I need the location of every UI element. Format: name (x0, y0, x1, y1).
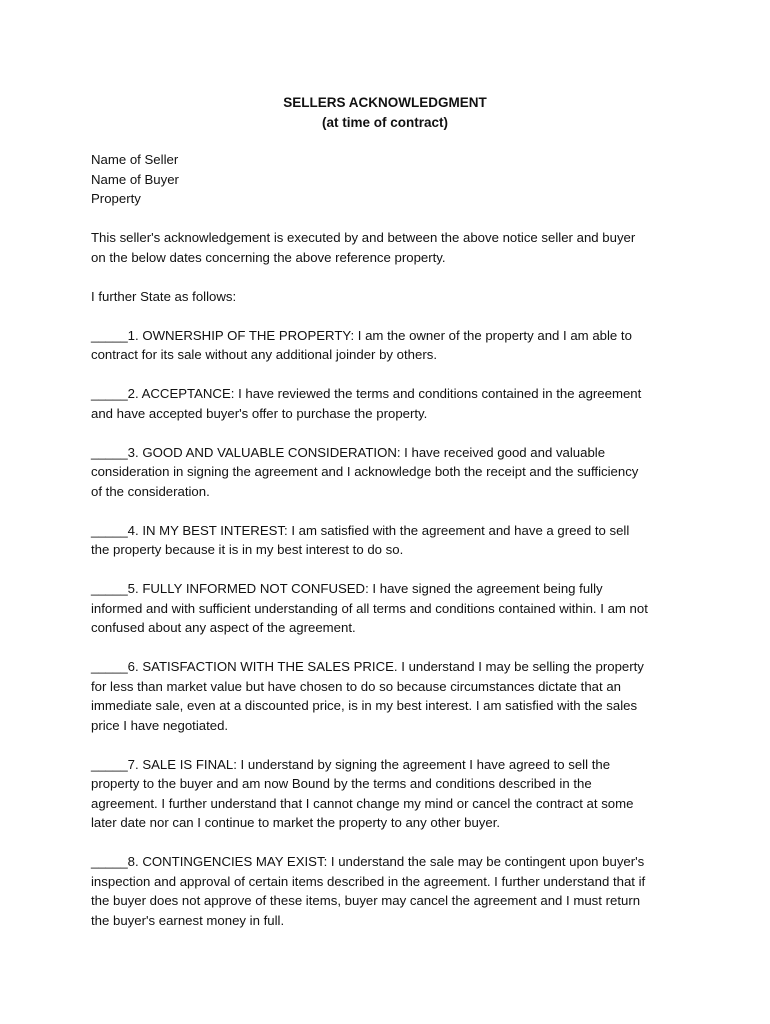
clause-line: the buyer does not approve of these items, buyer may cancel the agreement and I must return (91, 893, 641, 908)
clause-line: _____7. SALE IS FINAL: I understand by signing the agreement I have agreed to sell the (91, 756, 611, 772)
document-title: SELLERS ACKNOWLEDGMENT (283, 95, 487, 110)
clause-line: agreement. I further understand that I cannot change my mind or cancel the contract at some (91, 795, 634, 811)
clause-line: _____8. CONTINGENCIES MAY EXIST: I understand the sale may be contingent upon buyer's (91, 854, 645, 869)
clause-line: _____5. FULLY INFORMED NOT CONFUSED: I have signed the agreement being fully (91, 581, 603, 596)
clause-line: the buyer's earnest money in full. (91, 912, 285, 928)
clause-2 (91, 384, 691, 423)
clause-line: later date nor can I continue to market the property to any other buyer. (91, 815, 501, 830)
clause-5 (91, 579, 691, 638)
clause-line: immediate sale, even at a discounted price, is in my best interest. I am satisfied with the sales (91, 698, 638, 713)
document-subtitle: (at time of contract) (321, 114, 448, 130)
clause-1 (91, 326, 691, 365)
seller-name-label: Name of Seller (91, 152, 179, 167)
clause-4 (91, 521, 691, 560)
clause-line: consideration in signing the agreement and I acknowledge both the receipt and the sufficiency (91, 464, 639, 479)
clause-line: _____3. GOOD AND VALUABLE CONSIDERATION: I have received good and valuable (91, 444, 606, 460)
intro-paragraph (91, 228, 691, 267)
clause-line: the property because it is in my best interest to do so. (91, 542, 404, 557)
clause-line: and have accepted buyer's offer to purchase the property. (91, 405, 428, 421)
clause-6 (91, 657, 691, 735)
clause-line: _____4. IN MY BEST INTEREST: I am satisfied with the agreement and have a greed to sell (91, 522, 630, 538)
property-label: Property (91, 191, 141, 206)
clause-line: _____2. ACCEPTANCE: I have reviewed the terms and conditions contained in the agreement (91, 386, 642, 401)
clause-line: contract for its sale without any additional joinder by others. (91, 347, 437, 362)
clause-3 (91, 443, 691, 502)
document-body (91, 150, 691, 950)
clause-line: _____1. OWNERSHIP OF THE PROPERTY: I am the owner of the property and I am able to (91, 327, 632, 343)
clause-line: _____6. SATISFACTION WITH THE SALES PRICE. I understand I may be selling the property (91, 659, 644, 674)
clause-8 (91, 852, 691, 930)
clause-line: confused about any aspect of the agreement. (91, 620, 356, 635)
buyer-name-label: Name of Buyer (91, 171, 179, 187)
clause-line: property to the buyer and am now Bound by the terms and conditions described in the (91, 776, 592, 791)
clause-line: informed and with sufficient understanding of all terms and conditions contained within. I am not (91, 600, 648, 616)
title-block (0, 93, 770, 132)
clause-line: for less than market value but have chosen to do so because circumstances dictate that an (91, 678, 621, 694)
intro-line: on the below dates concerning the above reference property. (91, 249, 446, 265)
further-state-paragraph: I further State as follows: (91, 288, 237, 304)
clause-line: of the consideration. (91, 483, 210, 499)
intro-line: This seller's acknowledgement is executed by and between the above notice seller and buyer (91, 230, 636, 245)
clause-7 (91, 755, 691, 833)
clause-line: inspection and approval of certain items described in the agreement. I further understand that if (91, 873, 646, 889)
header-fields (91, 150, 691, 209)
clause-line: price I have negotiated. (91, 717, 229, 733)
